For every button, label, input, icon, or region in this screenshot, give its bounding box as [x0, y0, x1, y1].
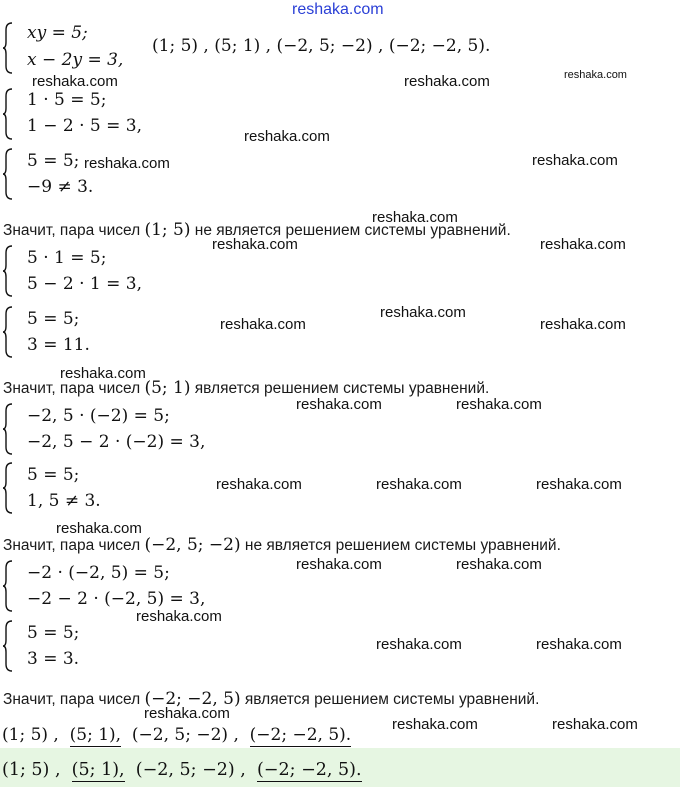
watermark: reshaka.com	[32, 73, 118, 90]
watermark: reshaka.com	[564, 69, 627, 81]
watermark: reshaka.com	[376, 636, 462, 653]
check3-conclusion: Значит, пара чисел (−2, 5; −2) не является решением системы уравнений.	[3, 535, 561, 555]
check2-conclusion: Значит, пара чисел (5; 1) является решением системы уравнений.	[3, 378, 490, 398]
check4-b1: 5 = 5;	[27, 623, 80, 643]
watermark: reshaka.com	[296, 396, 382, 413]
watermark: reshaka.com	[220, 316, 306, 333]
brace-check2-b	[3, 306, 11, 358]
watermark: reshaka.com	[136, 608, 222, 625]
check3-b1: 5 = 5;	[27, 465, 80, 485]
system-eq1: xy = 5;	[27, 23, 88, 43]
watermark: reshaka.com	[456, 396, 542, 413]
watermark: reshaka.com	[56, 520, 142, 537]
check1-a1: 1 · 5 = 5;	[27, 90, 107, 110]
watermark: reshaka.com	[216, 476, 302, 493]
check1-b1: 5 = 5;	[27, 151, 80, 171]
brace-check4-a	[3, 560, 11, 612]
check2-a2: 5 − 2 · 1 = 3,	[27, 274, 142, 294]
check4-b2: 3 = 3.	[27, 649, 80, 669]
check3-a1: −2, 5 · (−2) = 5;	[27, 406, 170, 426]
brace-check1-a	[3, 88, 11, 140]
brace-system	[3, 22, 11, 74]
check4-conclusion: Значит, пара чисел (−2; −2, 5) является решением системы уравнений.	[3, 689, 540, 709]
check2-b2: 3 = 11.	[27, 335, 90, 355]
watermark: reshaka.com	[540, 316, 626, 333]
brace-check2-a	[3, 245, 11, 297]
watermark: reshaka.com	[244, 128, 330, 145]
watermark: reshaka.com	[380, 304, 466, 321]
watermark: reshaka.com	[60, 365, 146, 382]
brace-check3-a	[3, 403, 11, 455]
check2-a1: 5 · 1 = 5;	[27, 248, 107, 268]
check2-b1: 5 = 5;	[27, 309, 80, 329]
watermark: reshaka.com	[296, 556, 382, 573]
system-eq2: x − 2y = 3,	[27, 50, 124, 70]
watermark: reshaka.com	[84, 155, 170, 172]
brace-check3-b	[3, 462, 11, 514]
check4-a1: −2 · (−2, 5) = 5;	[27, 563, 170, 583]
watermark: reshaka.com	[212, 236, 298, 253]
answer-line: (1; 5) , (5; 1), (−2, 5; −2) , (−2; −2, 5).	[2, 725, 352, 745]
final-answer: (1; 5) , (5; 1), (−2, 5; −2) , (−2; −2, 5).	[2, 760, 362, 780]
watermark-top[interactable]: reshaka.com	[292, 1, 384, 18]
watermark: reshaka.com	[404, 73, 490, 90]
watermark: reshaka.com	[456, 556, 542, 573]
check1-b2: −9 ≠ 3.	[27, 177, 94, 197]
watermark: reshaka.com	[536, 476, 622, 493]
check4-a2: −2 − 2 · (−2, 5) = 3,	[27, 589, 206, 609]
brace-check1-b	[3, 148, 11, 200]
watermark: reshaka.com	[536, 636, 622, 653]
check1-a2: 1 − 2 · 5 = 3,	[27, 116, 142, 136]
brace-check4-b	[3, 620, 11, 672]
watermark: reshaka.com	[372, 209, 458, 226]
watermark: reshaka.com	[376, 476, 462, 493]
candidate-pairs: (1; 5) , (5; 1) , (−2, 5; −2) , (−2; −2, 5).	[152, 36, 491, 56]
watermark: reshaka.com	[392, 716, 478, 733]
watermark: reshaka.com	[552, 716, 638, 733]
watermark: reshaka.com	[532, 152, 618, 169]
check3-a2: −2, 5 − 2 · (−2) = 3,	[27, 432, 206, 452]
watermark: reshaka.com	[144, 705, 230, 722]
check1-conclusion: Значит, пара чисел (1; 5) не является решением системы уравнений.	[3, 220, 511, 240]
watermark: reshaka.com	[540, 236, 626, 253]
check3-b2: 1, 5 ≠ 3.	[27, 491, 101, 511]
